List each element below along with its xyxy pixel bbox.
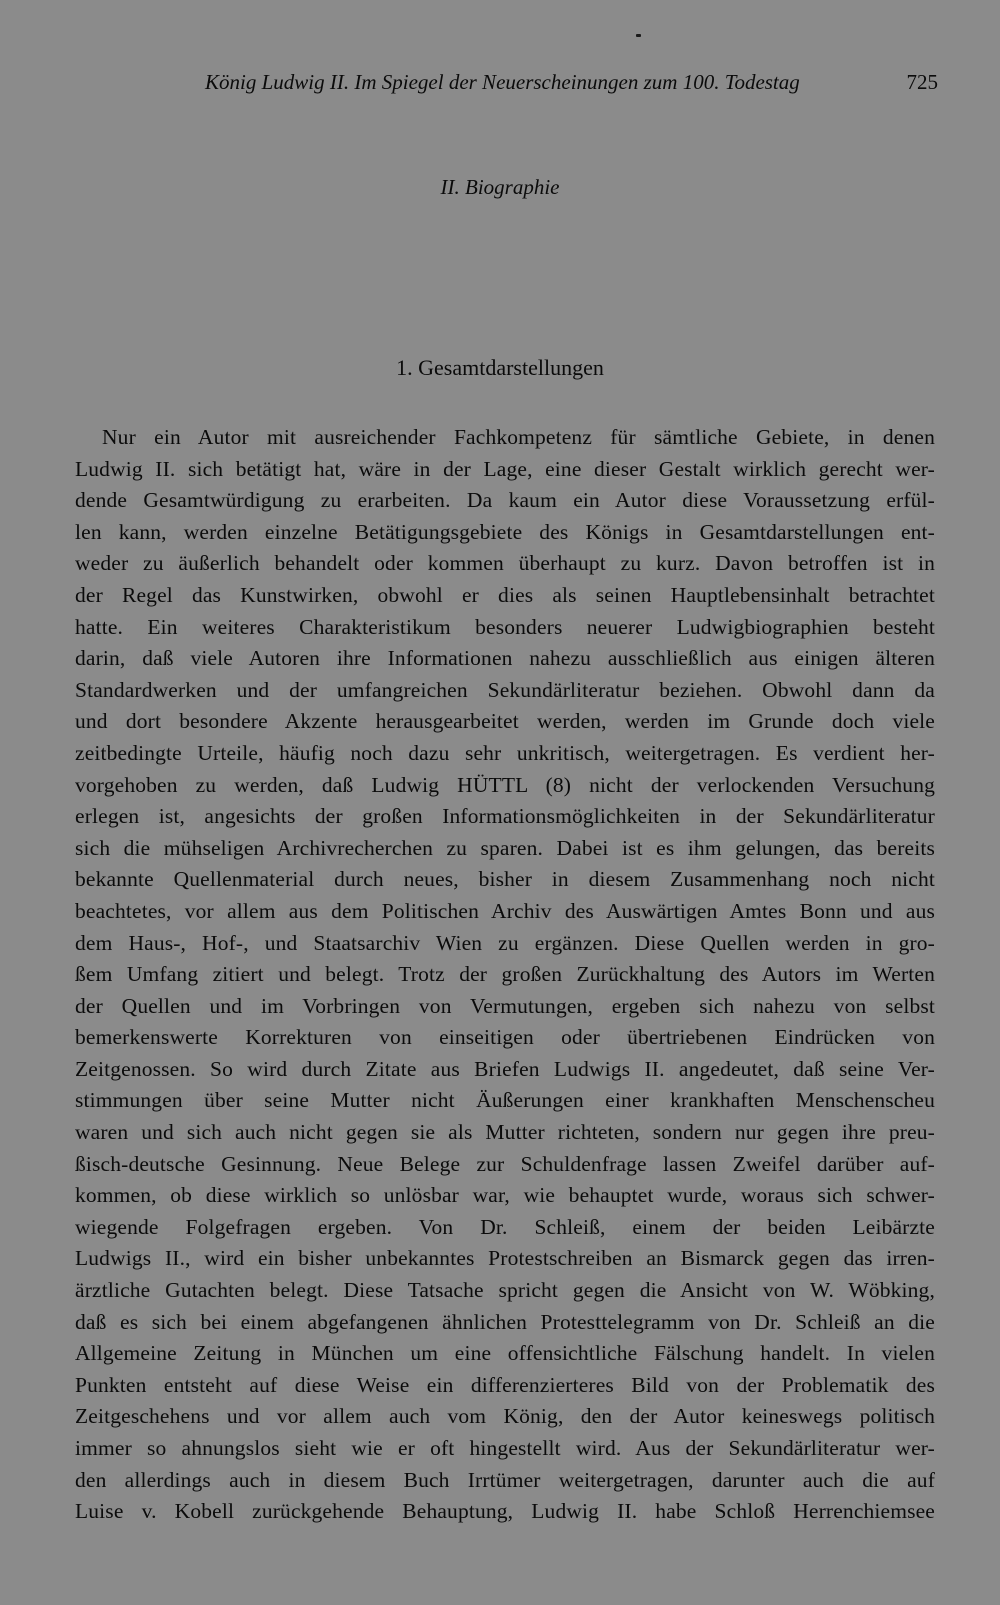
text-line: Luise v. Kobell zurückgehende Behauptung, Ludwig II. habe Schloß Herrenchiemsee bbox=[75, 1499, 935, 1524]
text-line: Ludwigs II., wird ein bisher unbekanntes Protestschreiben an Bismarck gegen das irren- bbox=[75, 1246, 935, 1271]
page-number: 725 bbox=[906, 70, 938, 94]
text-line: und dort besondere Akzente herausgearbeitet werden, werden im Grunde doch viele bbox=[75, 709, 935, 734]
text-line: darin, daß viele Autoren ihre Informationen nahezu ausschließlich aus einigen älteren bbox=[75, 646, 935, 671]
text-line: Allgemeine Zeitung in München um eine offensichtliche Fälschung handelt. In vielen bbox=[75, 1341, 935, 1366]
text-line: Zeitgenossen. So wird durch Zitate aus Briefen Ludwigs II. angedeutet, daß seine Ver- bbox=[75, 1056, 935, 1081]
scan-speck bbox=[636, 34, 641, 37]
text-line: der Regel das Kunstwirken, obwohl er dies als seinen Hauptlebensinhalt betrachtet bbox=[75, 582, 935, 607]
text-line: der Quellen und im Vorbringen von Vermutungen, ergeben sich nahezu von selbst bbox=[75, 993, 935, 1018]
text-line: dende Gesamtwürdigung zu erarbeiten. Da kaum ein Autor diese Voraussetzung erfül- bbox=[75, 488, 935, 513]
text-line: vorgehoben zu werden, daß Ludwig HÜTTL (8) nicht der verlockenden Versuchung bbox=[75, 772, 935, 797]
text-line: stimmungen über seine Mutter nicht Äußerungen einer krankhaften Menschenscheu bbox=[75, 1088, 935, 1113]
text-line: ßisch-deutsche Gesinnung. Neue Belege zur Schuldenfrage lassen Zweifel darüber auf- bbox=[75, 1151, 935, 1176]
text-line: erlegen ist, angesichts der großen Informationsmöglichkeiten in der Sekundärliteratur bbox=[75, 804, 935, 829]
text-line: weder zu äußerlich behandelt oder kommen überhaupt zu kurz. Davon betroffen ist in bbox=[75, 551, 935, 576]
text-line: immer so ahnungslos sieht wie er oft hingestellt wird. Aus der Sekundärliteratur wer- bbox=[75, 1436, 935, 1460]
text-line: ärztliche Gutachten belegt. Diese Tatsache spricht gegen die Ansicht von W. Wöbking, bbox=[75, 1278, 935, 1303]
text-line: wiegende Folgefragen ergeben. Von Dr. Schleiß, einem der beiden Leibärzte bbox=[75, 1214, 935, 1239]
text-line: dem Haus-, Hof-, und Staatsarchiv Wien zu ergänzen. Diese Quellen werden in gro- bbox=[75, 930, 935, 955]
text-line: hatte. Ein weiteres Charakteristikum besonders neuerer Ludwigbiographien besteht bbox=[75, 614, 935, 639]
text-line: bekannte Quellenmaterial durch neues, bisher in diesem Zusammenhang noch nicht bbox=[75, 867, 935, 892]
text-line: beachtetes, vor allem aus dem Politischen Archiv des Auswärtigen Amtes Bonn und aus bbox=[75, 898, 935, 923]
section-heading: II. Biographie bbox=[440, 175, 560, 199]
text-line: Nur ein Autor mit ausreichender Fachkompetenz für sämtliche Gebiete, in denen bbox=[102, 425, 935, 449]
subsection-heading: 1. Gesamtdarstellungen bbox=[396, 355, 604, 380]
text-line: zeitbedingte Urteile, häufig noch dazu sehr unkritisch, weitergetragen. Es verdient her- bbox=[75, 740, 935, 765]
text-line: Punkten entsteht auf diese Weise ein differenzierteres Bild von der Problematik des bbox=[75, 1372, 935, 1397]
running-head: König Ludwig II. Im Spiegel der Neuerscheinungen zum 100. Todestag bbox=[205, 70, 800, 94]
text-line: waren und sich auch nicht gegen sie als Mutter richteten, sondern nur gegen ihre preu- bbox=[75, 1120, 935, 1145]
text-line: den allerdings auch in diesem Buch Irrtümer weitergetragen, darunter auch die auf bbox=[75, 1467, 935, 1492]
text-line: kommen, ob diese wirklich so unlösbar war, wie behauptet wurde, woraus sich schwer- bbox=[75, 1183, 935, 1208]
body-paragraph bbox=[75, 422, 935, 1528]
text-line: Standardwerken und der umfangreichen Sekundärliteratur beziehen. Obwohl dann da bbox=[75, 677, 935, 702]
text-line: daß es sich bei einem abgefangenen ähnlichen Protesttelegramm von Dr. Schleiß an die bbox=[75, 1309, 935, 1334]
text-line: sich die mühseligen Archivrecherchen zu sparen. Dabei ist es ihm gelungen, das bereits bbox=[75, 835, 935, 860]
text-line: ßem Umfang zitiert und belegt. Trotz der großen Zurückhaltung des Autors im Werten bbox=[75, 962, 935, 987]
text-line: len kann, werden einzelne Betätigungsgebiete des Königs in Gesamtdarstellungen ent- bbox=[75, 519, 935, 544]
text-line: bemerkenswerte Korrekturen von einseitigen oder übertriebenen Eindrücken von bbox=[75, 1025, 935, 1050]
text-line: Zeitgeschehens und vor allem auch vom König, den der Autor keineswegs politisch bbox=[75, 1404, 935, 1429]
text-line: Ludwig II. sich betätigt hat, wäre in der Lage, eine dieser Gestalt wirklich gerecht wer- bbox=[75, 456, 935, 481]
